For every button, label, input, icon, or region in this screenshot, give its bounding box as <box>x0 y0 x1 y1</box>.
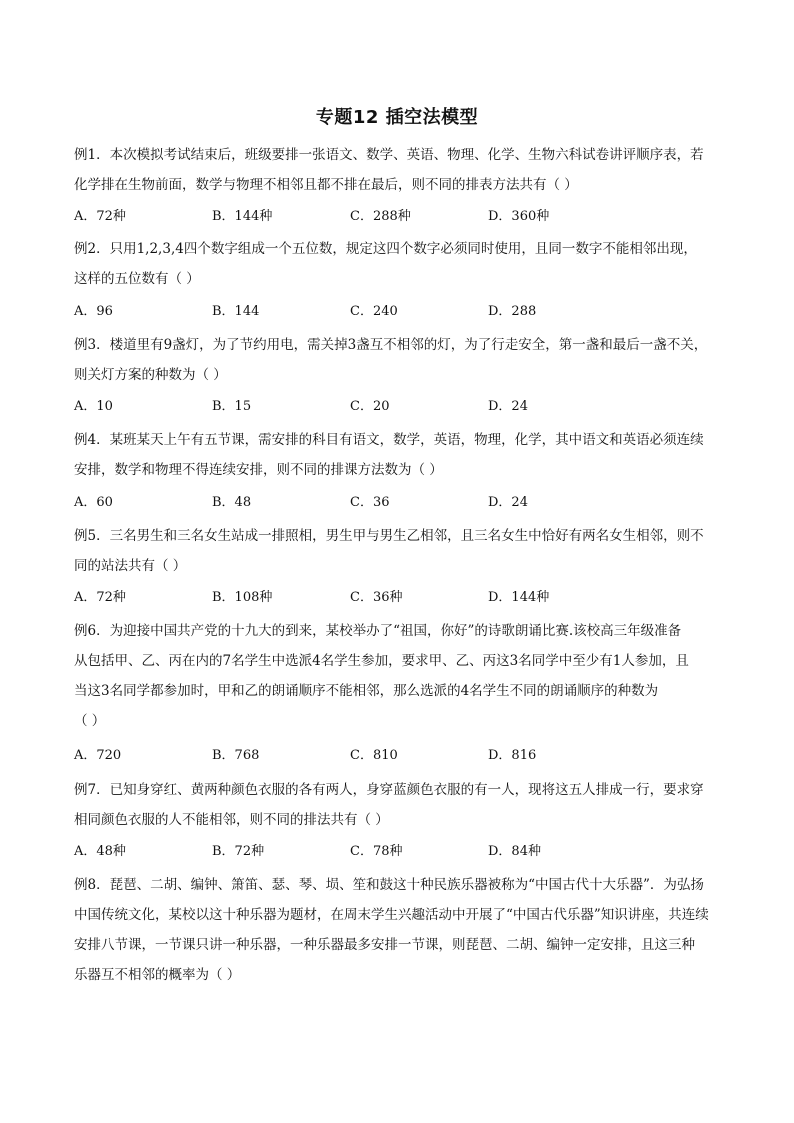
option-c: C．810 <box>350 748 398 763</box>
question-7 <box>74 775 724 835</box>
question-text-line: 从包括甲、乙、丙在内的7名学生中选派4名学生参加，要求甲、乙、丙这3名同学中至少有1人参加，且 <box>74 653 689 669</box>
question-text-line: 化学排在生物前面，数学与物理不相邻且都不排在最后，则不同的排表方法共有（ ） <box>74 177 578 193</box>
option-c: C．36 <box>350 495 390 510</box>
option-d: D．144种 <box>488 590 550 605</box>
options-row-5 <box>74 583 724 613</box>
option-d: D．84种 <box>488 844 541 859</box>
question-5 <box>74 521 724 581</box>
option-a: A．10 <box>74 399 113 414</box>
question-text-line: 同的站法共有（ ） <box>74 558 187 574</box>
question-4 <box>74 425 724 485</box>
options-row-2 <box>74 297 724 327</box>
question-text-line: 当这3名同学都参加时，甲和乙的朗诵顺序不能相邻，那么选派的4名学生不同的朗诵顺序的种数为 <box>74 683 659 699</box>
question-6 <box>74 616 724 736</box>
option-b: B．144 <box>212 304 260 319</box>
page-title: 专题12 插空法模型 <box>315 107 479 128</box>
question-text-line: 例3．楼道里有9盏灯，为了节约用电，需关掉3盏互不相邻的灯，为了行走安全，第一盏和最后一盏不关， <box>74 337 708 353</box>
question-text-line: 中国传统文化，某校以这十种乐器为题材，在周末学生兴趣活动中开展了“中国古代乐器”知识讲座，共连续 <box>74 907 709 923</box>
question-2 <box>74 234 724 294</box>
options-row-7 <box>74 837 724 867</box>
option-a: A．72种 <box>74 590 126 605</box>
option-a: A．720 <box>74 748 122 763</box>
question-text-line: 例8．琵琶、二胡、编钟、箫笛、瑟、琴、埙、笙和鼓这十种民族乐器被称为“中国古代十大乐器”．为弘扬 <box>74 877 704 893</box>
question-text-line: 例2．只用1,2,3,4四个数字组成一个五位数，规定这四个数字必须同时使用，且同一数字不能相邻出现， <box>74 241 697 257</box>
options-row-4 <box>74 488 724 518</box>
question-text-line: 例5．三名男生和三名女生站成一排照相，男生甲与男生乙相邻，且三名女生中恰好有两名女生相邻，则不 <box>74 528 704 544</box>
option-c: C．36种 <box>350 590 403 605</box>
options-row-3 <box>74 392 724 422</box>
question-1 <box>74 140 724 200</box>
option-d: D．24 <box>488 495 528 510</box>
question-text-line: 例1．本次模拟考试结束后，班级要排一张语文、数学、英语、物理、化学、生物六科试卷讲评顺序表，若 <box>74 147 704 163</box>
option-a: A．96 <box>74 304 113 319</box>
question-text-line: （ ） <box>74 713 106 729</box>
option-a: A．60 <box>74 495 113 510</box>
question-3 <box>74 330 724 390</box>
option-c: C．288种 <box>350 209 411 224</box>
option-a: A．72种 <box>74 209 126 224</box>
option-c: C．240 <box>350 304 398 319</box>
question-text-line: 安排，数学和物理不得连续安排，则不同的排课方法数为（ ） <box>74 462 443 478</box>
option-b: B．768 <box>212 748 260 763</box>
option-d: D．360种 <box>488 209 550 224</box>
question-text-line: 例7．已知身穿红、黄两种颜色衣服的各有两人，身穿蓝颜色衣服的有一人，现将这五人排成一行，要求穿 <box>74 782 704 798</box>
option-d: D．816 <box>488 748 537 763</box>
option-c: C．78种 <box>350 844 403 859</box>
option-d: D．24 <box>488 399 528 414</box>
question-text-line: 例4．某班某天上午有五节课，需安排的科目有语文，数学，英语，物理，化学，其中语文和英语必须连续 <box>74 432 704 448</box>
question-text-line: 乐器互不相邻的概率为（ ） <box>74 967 241 983</box>
option-b: B．108种 <box>212 590 273 605</box>
question-text-line: 则关灯方案的种数为（ ） <box>74 367 227 383</box>
options-row-6 <box>74 741 724 771</box>
option-b: B．48 <box>212 495 252 510</box>
option-b: B．144种 <box>212 209 273 224</box>
option-d: D．288 <box>488 304 537 319</box>
option-b: B．15 <box>212 399 252 414</box>
options-row-1 <box>74 202 724 232</box>
option-c: C．20 <box>350 399 390 414</box>
question-text-line: 安排八节课，一节课只讲一种乐器，一种乐器最多安排一节课，则琵琶、二胡、编钟一定安排，且这三种 <box>74 937 695 953</box>
option-b: B．72种 <box>212 844 265 859</box>
question-text-line: 这样的五位数有（ ） <box>74 271 200 287</box>
option-a: A．48种 <box>74 844 126 859</box>
question-text-line: 相同颜色衣服的人不能相邻，则不同的排法共有（ ） <box>74 812 389 828</box>
question-8 <box>74 870 724 990</box>
question-text-line: 例6．为迎接中国共产党的十九大的到来，某校举办了“祖国，你好”的诗歌朗诵比赛.该校高三年级准备 <box>74 623 682 639</box>
